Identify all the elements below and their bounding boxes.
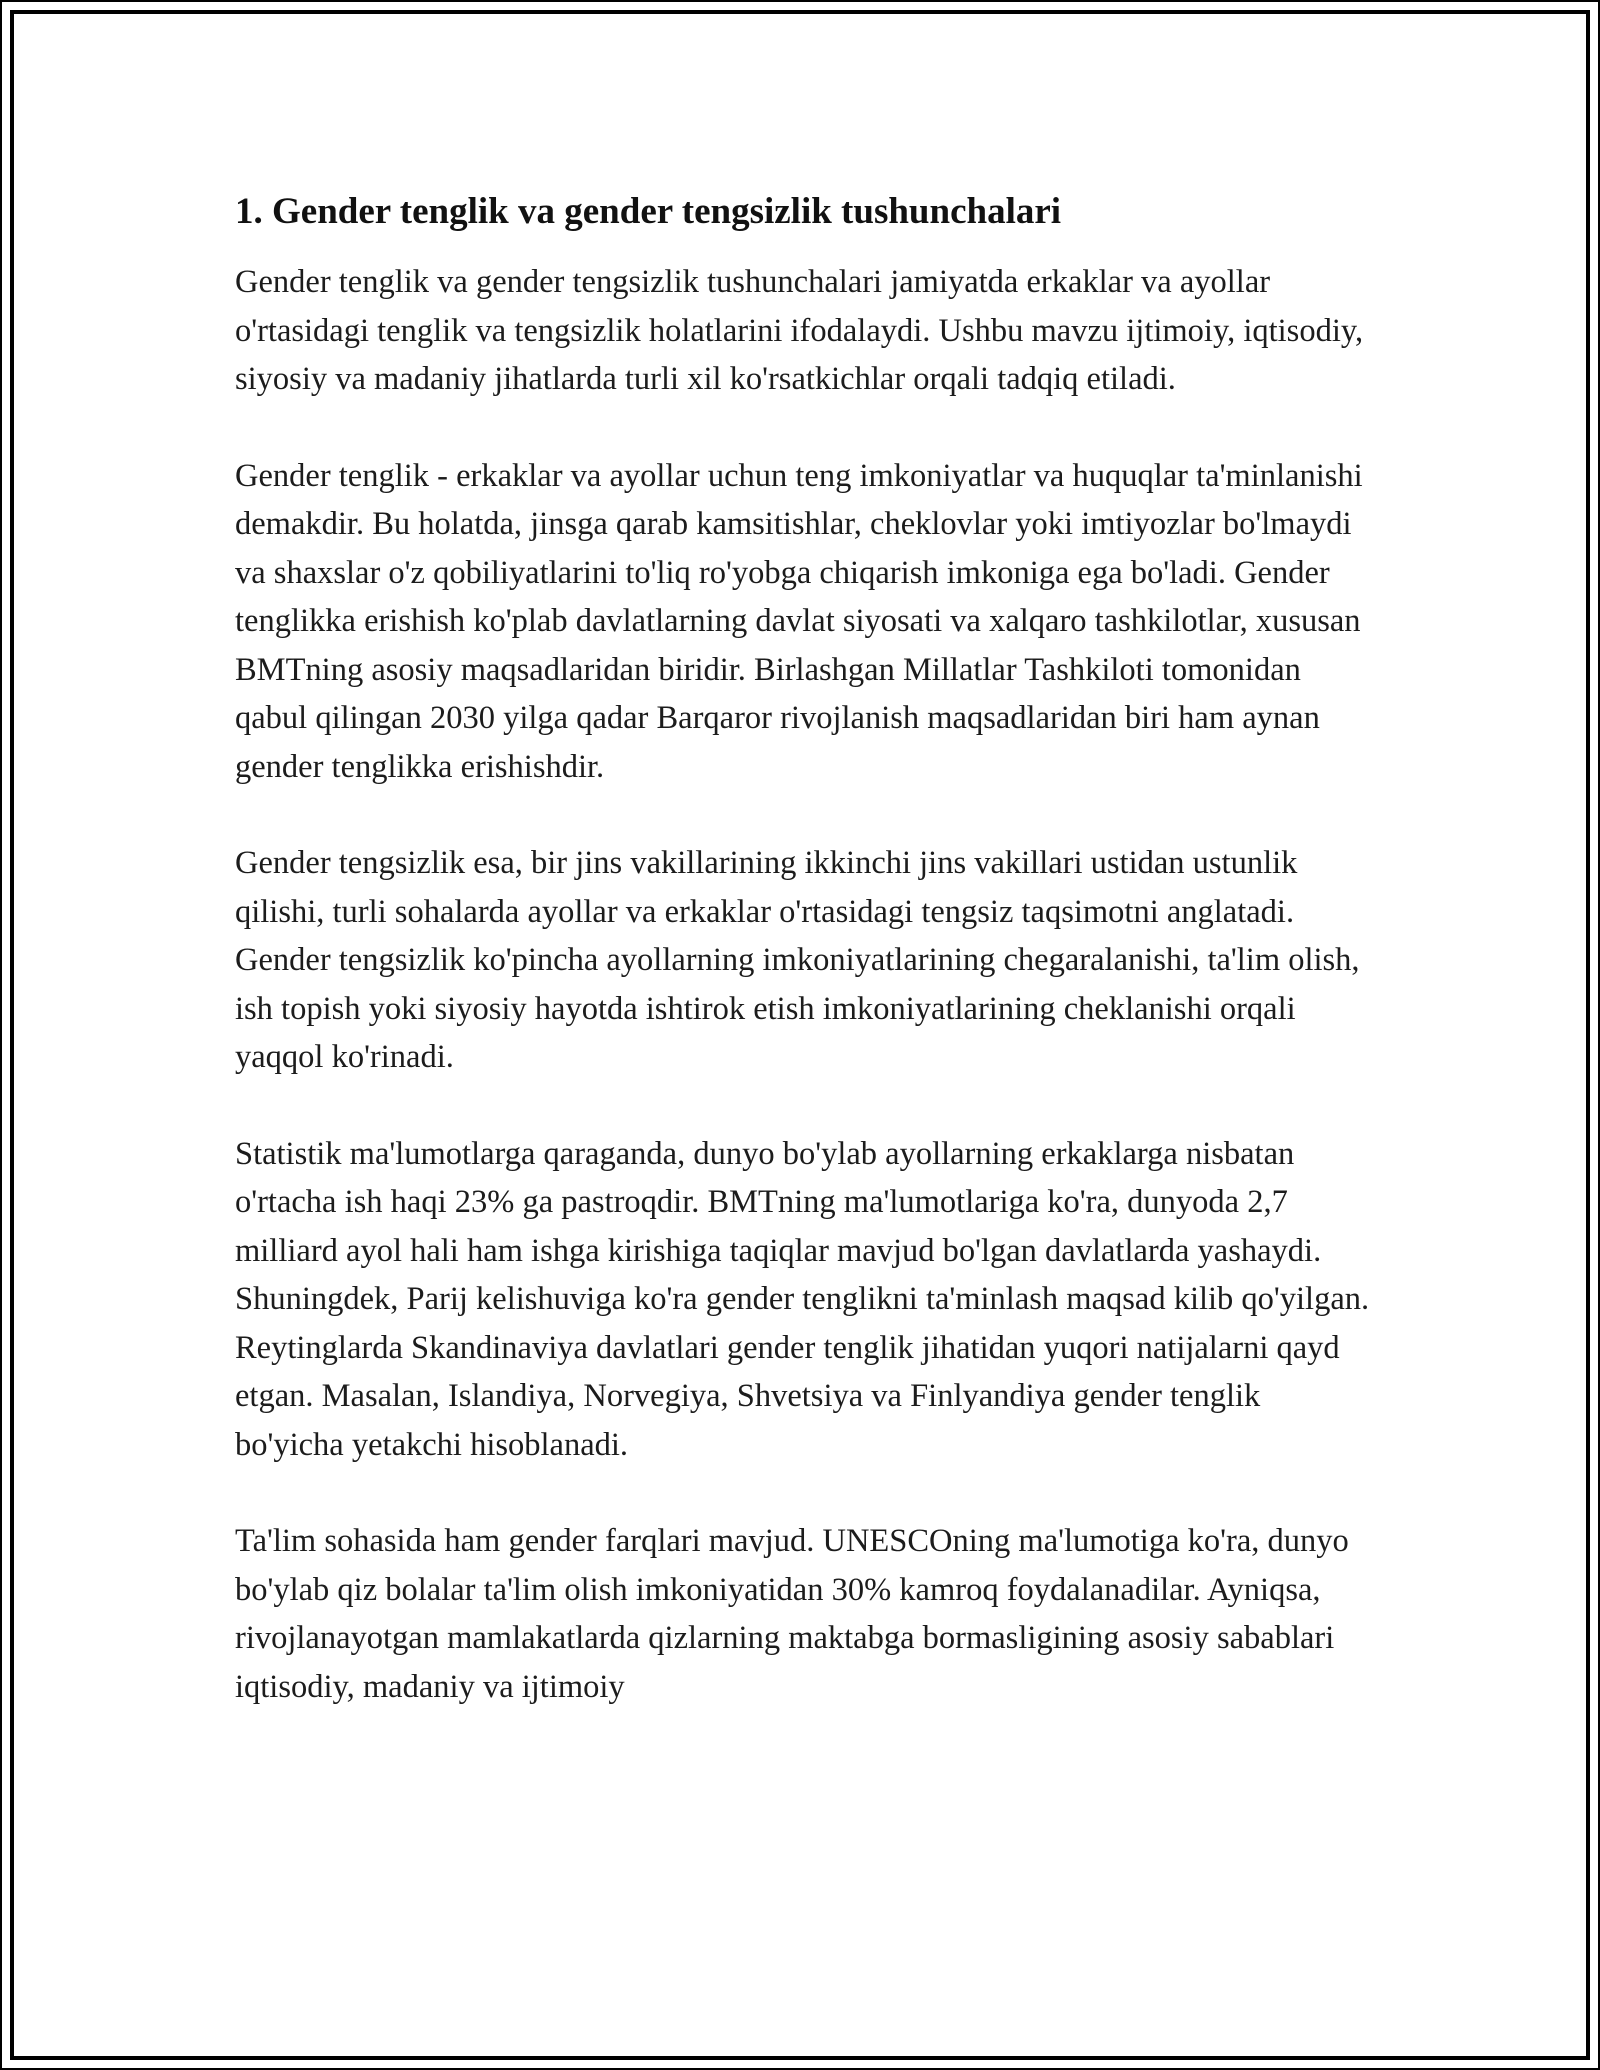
section-heading: 1. Gender tenglik va gender tengsizlik tushunchalari (235, 191, 1062, 232)
paragraph-statistics: Statistik ma'lumotlarga qaraganda, dunyo bo'ylab ayollarning erkaklarga nisbatan o'rtacha ish haqi 23% ga pastroqdir. BMTning ma'lumotlariga ko'ra, dunyoda 2,7 milliard ayol hali ham ishga kirishiga taqiqlar mavjud bo'lgan davlatlarda yashaydi. Shuningdek, Parij kelishuviga ko'ra gender tenglikni ta'minlash maqsad kilib qo'yilgan. Reytinglarda Skandinaviya davlatlari gender tenglik jihatidan yuqori natijalarni qayd etgan. Masalan, Islandiya, Norvegiya, Shvetsiya va Finlyandiya gender tenglik bo'yicha yetakchi hisoblanadi. (235, 1135, 1370, 1463)
paragraph-gender-equality: Gender tenglik - erkaklar va ayollar uchun teng imkoniyatlar va huquqlar ta'minlanishi demakdir. Bu holatda, jinsga qarab kamsitishlar, cheklovlar yoki imtiyozlar bo'lmaydi va shaxslar o'z qobiliyatlarini to'liq ro'yobga chiqarish imkoniga ega bo'ladi. Gender tenglikka erishish ko'plab davlatlarning davlat siyosati va xalqaro tashkilotlar, xususan BMTning asosiy maqsadlaridan biridir. Birlashgan Millatlar Tashkiloti tomonidan qabul qilingan 2030 yilga qadar Barqaror rivojlanish maqsadlaridan biri ham aynan gender tenglikka erishishdir. (235, 457, 1363, 785)
paragraph-education: Ta'lim sohasida ham gender farqlari mavjud. UNESCOning ma'lumotiga ko'ra, dunyo bo'ylab qiz bolalar ta'lim olish imkoniyatidan 30% kamroq foydalanadilar. Ayniqsa, rivojlanayotgan mamlakatlarda qizlarning maktabga bormasligining asosiy sabablari iqtisodiy, madaniy va ijtimoiy (235, 1523, 1349, 1705)
paragraph-intro: Gender tenglik va gender tengsizlik tushunchalari jamiyatda erkaklar va ayollar o'rtasidagi tenglik va tengsizlik holatlarini ifodalaydi. Ushbu mavzu ijtimoiy, iqtisodiy, siyosiy va madaniy jihatlarda turli xil ko'rsatkichlar orqali tadqiq etiladi. (235, 264, 1364, 397)
document-body (235, 188, 1375, 1711)
paragraph-gender-inequality: Gender tengsizlik esa, bir jins vakillarining ikkinchi jins vakillari ustidan ustunlik qilishi, turli sohalarda ayollar va erkaklar o'rtasidagi tengsiz taqsimotni anglatadi. Gender tengsizlik ko'pincha ayollarning imkoniyatlarining chegaralanishi, ta'lim olish, ish topish yoki siyosiy hayotda ishtirok etish imkoniyatlarining cheklanishi orqali yaqqol ko'rinadi. (235, 845, 1360, 1075)
